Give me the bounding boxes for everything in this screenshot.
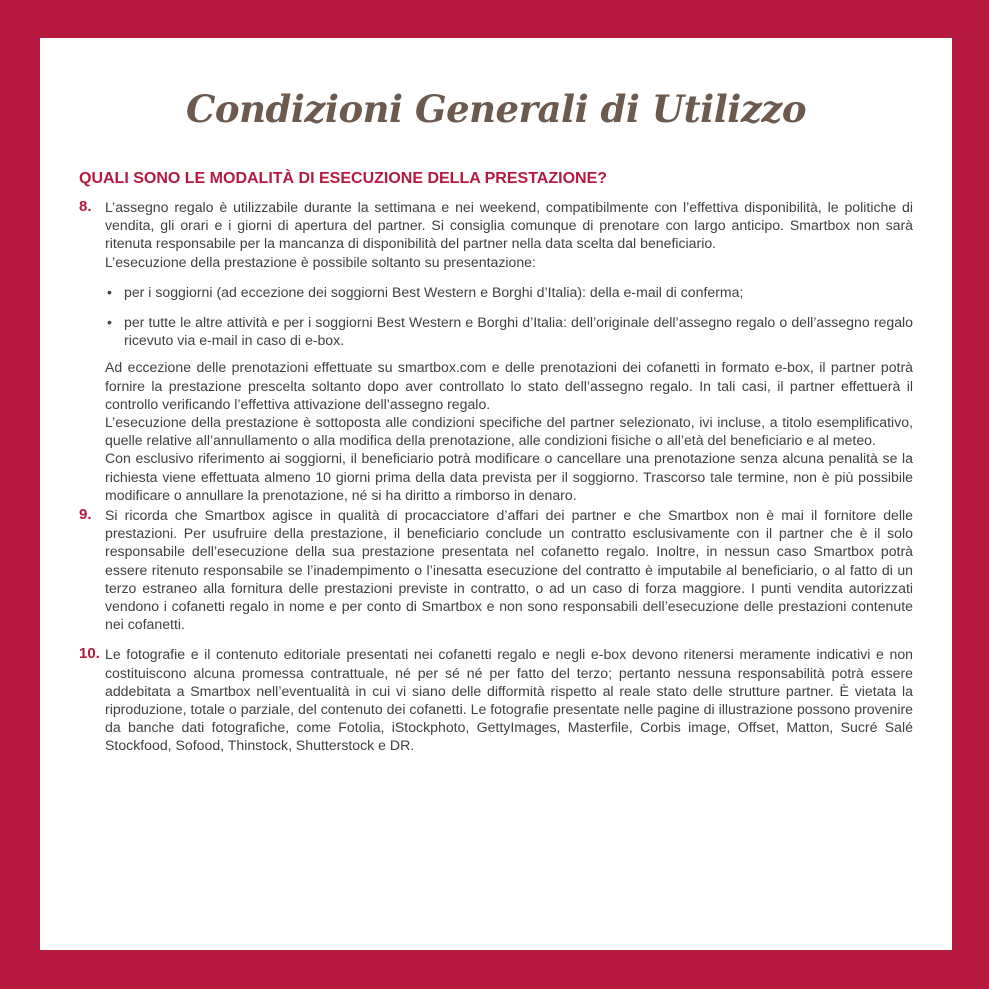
clause-number: 9. [79, 506, 92, 524]
clause-number: 10. [79, 645, 100, 663]
list-item [105, 283, 913, 301]
bullet-list [105, 283, 913, 350]
paragraph: Con esclusivo riferimento ai soggiorni, il beneficiario potrà modificare o cancellare una prenotazione senza alcuna penalità se la richiesta viene effettuata almeno 10 giorni prima della data prevista per il soggiorno. Trascorso tale termine, non è più possibile modificare o annullare la prenotazione, né si ha diritto a rimborso in denaro. [105, 450, 913, 503]
paragraph: L’esecuzione della prestazione è sottoposta alle condizioni specifiche del partner selezionato, ivi incluse, a titolo esemplificativo, quelle relative all’annullamento o alla modifica della prenotazione, alle condizioni fisiche o all’età del beneficiario e al meteo. [105, 414, 913, 449]
clause-8 [79, 198, 913, 504]
list-item [105, 313, 913, 349]
list-item-text: per tutte le altre attività e per i soggiorni Best Western e Borghi d’Italia: dell’originale dell’assegno regalo o dell’assegno regalo ricevuto via e-mail in caso di e-box. [124, 314, 913, 349]
paragraph: Le fotografie e il contenuto editoriale presentati nei cofanetti regalo e negli e-box devono ritenersi meramente indicativi e non costituiscono alcuna promessa contrattuale, né per sé né per fatto del terzo; pertanto nessuna responsabilità potrà essere addebitata a Smartbox nell’eventualità in cui vi siano delle difformità rispetto al reale stato delle strutture partner. È vietata la riproduzione, totale o parziale, del contenuto dei cofanetti. Le fotografie presentate nelle pagine di illustrazione possono provenire da banche dati fotografiche, come Fotolia, iStockphoto, GettyImages, Masterfile, Corbis image, Offset, Matton, Sucré Salé Stockfood, Sofood, Thinstock, Shutterstock e DR. [105, 646, 913, 754]
paragraph: L’assegno regalo è utilizzabile durante la settimana e nei weekend, compatibilmente con l’effettiva disponibilità, le politiche di vendita, gli orari e i giorni di apertura del partner. Si consiglia comunque di prenotare con largo anticipo. Smartbox non sarà ritenuta responsabile per la mancanza di disponibilità del partner nella data scelta dal beneficiario. [105, 199, 913, 252]
page-title: Condizioni Generali di Utilizzo [185, 87, 807, 131]
clause-body [105, 506, 913, 633]
bullet-icon: • [107, 283, 112, 300]
clause-body [105, 645, 913, 754]
paragraph: Ad eccezione delle prenotazioni effettuate su smartbox.com e delle prenotazioni dei cofanetti in formato e-box, il partner potrà fornire la prestazione prescelta soltanto dopo aver controllato lo stato dell’assegno regalo. In tali casi, il partner effettuerà il controllo verificando l’effettiva attivazione dell’assegno regalo. [105, 359, 913, 412]
paragraph: L’esecuzione della prestazione è possibile soltanto su presentazione: [105, 253, 536, 270]
clause-number: 8. [79, 198, 92, 215]
section-heading: QUALI SONO LE MODALITÀ DI ESECUZIONE DELLA PRESTAZIONE? [79, 170, 608, 187]
list-item-text: per i soggiorni (ad eccezione dei soggiorni Best Western e Borghi d’Italia): della e-mail di conferma; [124, 283, 744, 300]
paragraph: Si ricorda che Smartbox agisce in qualità di procacciatore d’affari dei partner e che Smartbox non è mai il fornitore delle prestazioni. Per usufruire della prestazione, il beneficiario conclude un contratto esclusivamente con il partner che è il solo responsabile dell’esecuzione della sua prestazione presentata nel cofanetto regalo. Inoltre, in nessun caso Smartbox potrà essere ritenuto responsabile se l’inadempimento o l’inesatta esecuzione del contratto è imputabile al beneficiario, o al fatto di un terzo estraneo alla fornitura delle prestazioni previste in contratto, o ad un caso di forza maggiore. I punti vendita autorizzati vendono i cofanetti regalo in nome e per conto di Smartbox e non sono responsabili dell’esecuzione delle prestazioni contenute nei cofanetti. [105, 507, 913, 633]
document-page [40, 38, 952, 950]
clause-10 [79, 645, 913, 754]
bullet-icon: • [107, 314, 112, 331]
clause-9 [79, 506, 913, 633]
clause-body [105, 198, 913, 504]
